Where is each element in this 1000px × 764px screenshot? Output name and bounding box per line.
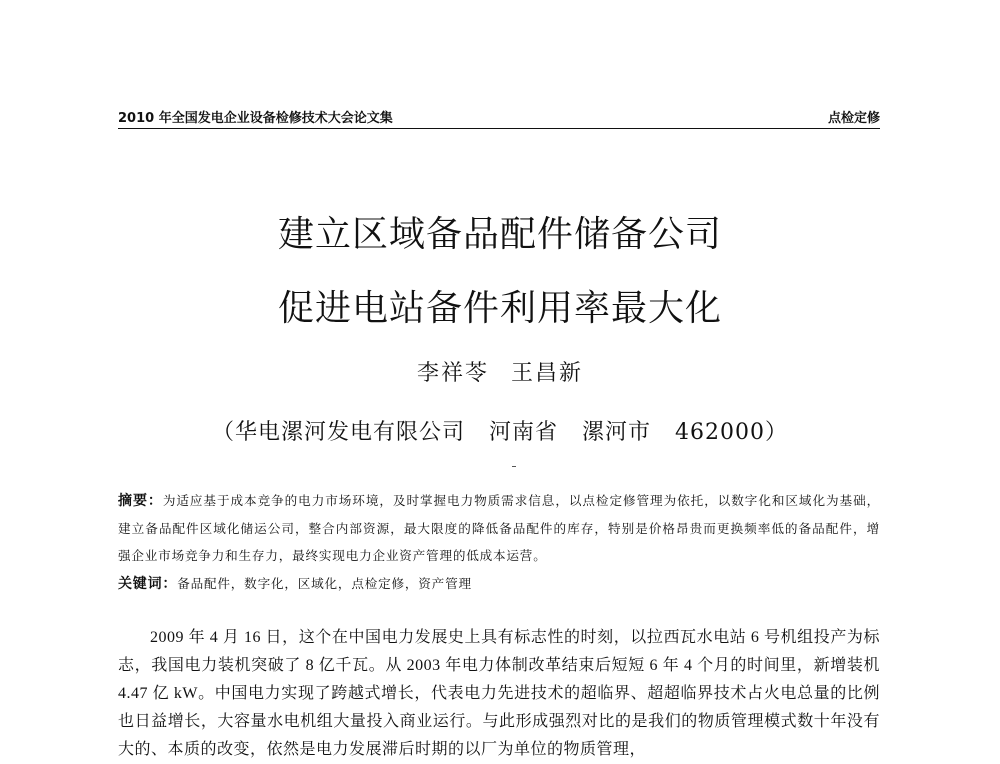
running-header bbox=[118, 105, 880, 127]
proceedings-title: 2010 年全国发电企业设备检修技术大会论文集 bbox=[118, 111, 393, 126]
keywords bbox=[118, 570, 880, 598]
author-name: 王昌新 bbox=[511, 361, 584, 386]
paper-title-line-2: 促进电站备件利用率最大化 bbox=[277, 288, 722, 329]
abstract-label: 摘要： bbox=[118, 493, 163, 509]
paper-title-line-1: 建立区域备品配件储备公司 bbox=[277, 214, 722, 255]
abstract bbox=[118, 487, 880, 569]
keywords-label: 关键词： bbox=[118, 576, 178, 592]
keywords-text: 备品配件，数字化，区域化，点检定修，资产管理 bbox=[177, 576, 472, 591]
abstract-text: 为适应基于成本竞争的电力市场环境，及时掌握电力物质需求信息，以点检定修管理为依托，以数字化和区域化为基础，建立备品配件区域化储运公司，整合内部资源，最大限度的降低备品配件的库存，特别是价格昂贵而更换频率低的备品配件，增强企业市场竞争力和生存力，最终实现电力企业资产管理的低成本运营。 bbox=[118, 493, 880, 563]
header-rule bbox=[118, 128, 880, 129]
body-paragraph: 2009 年 4 月 16 日，这个在中国电力发展史上具有标志性的时刻，以拉西瓦水电站 6 号机组投产为标志，我国电力装机突破了 8 亿千瓦。从 2003 年电力体制改革结束后短短 6 年 4 个月的时间里，新增装机 4.47 亿 kW。中国电力实现了跨越式增长，代表电力先进技术的超临界、超超临界技术占火电总量的比例也日益增长，大容量水电机组大量投入商业运行。与此形成强烈对比的是我们的物质管理模式数十年没有大的、本质的改变，依然是电力发展滞后时期的以厂为单位的物质管理， bbox=[118, 629, 880, 758]
affiliation: （华电漯河发电有限公司 河南省 漯河市 462000） bbox=[212, 420, 788, 445]
author-name: 李祥苓 bbox=[416, 361, 489, 386]
section-label: 点检定修 bbox=[827, 111, 880, 126]
author-list bbox=[0, 356, 1000, 387]
scan-speck bbox=[512, 466, 516, 467]
